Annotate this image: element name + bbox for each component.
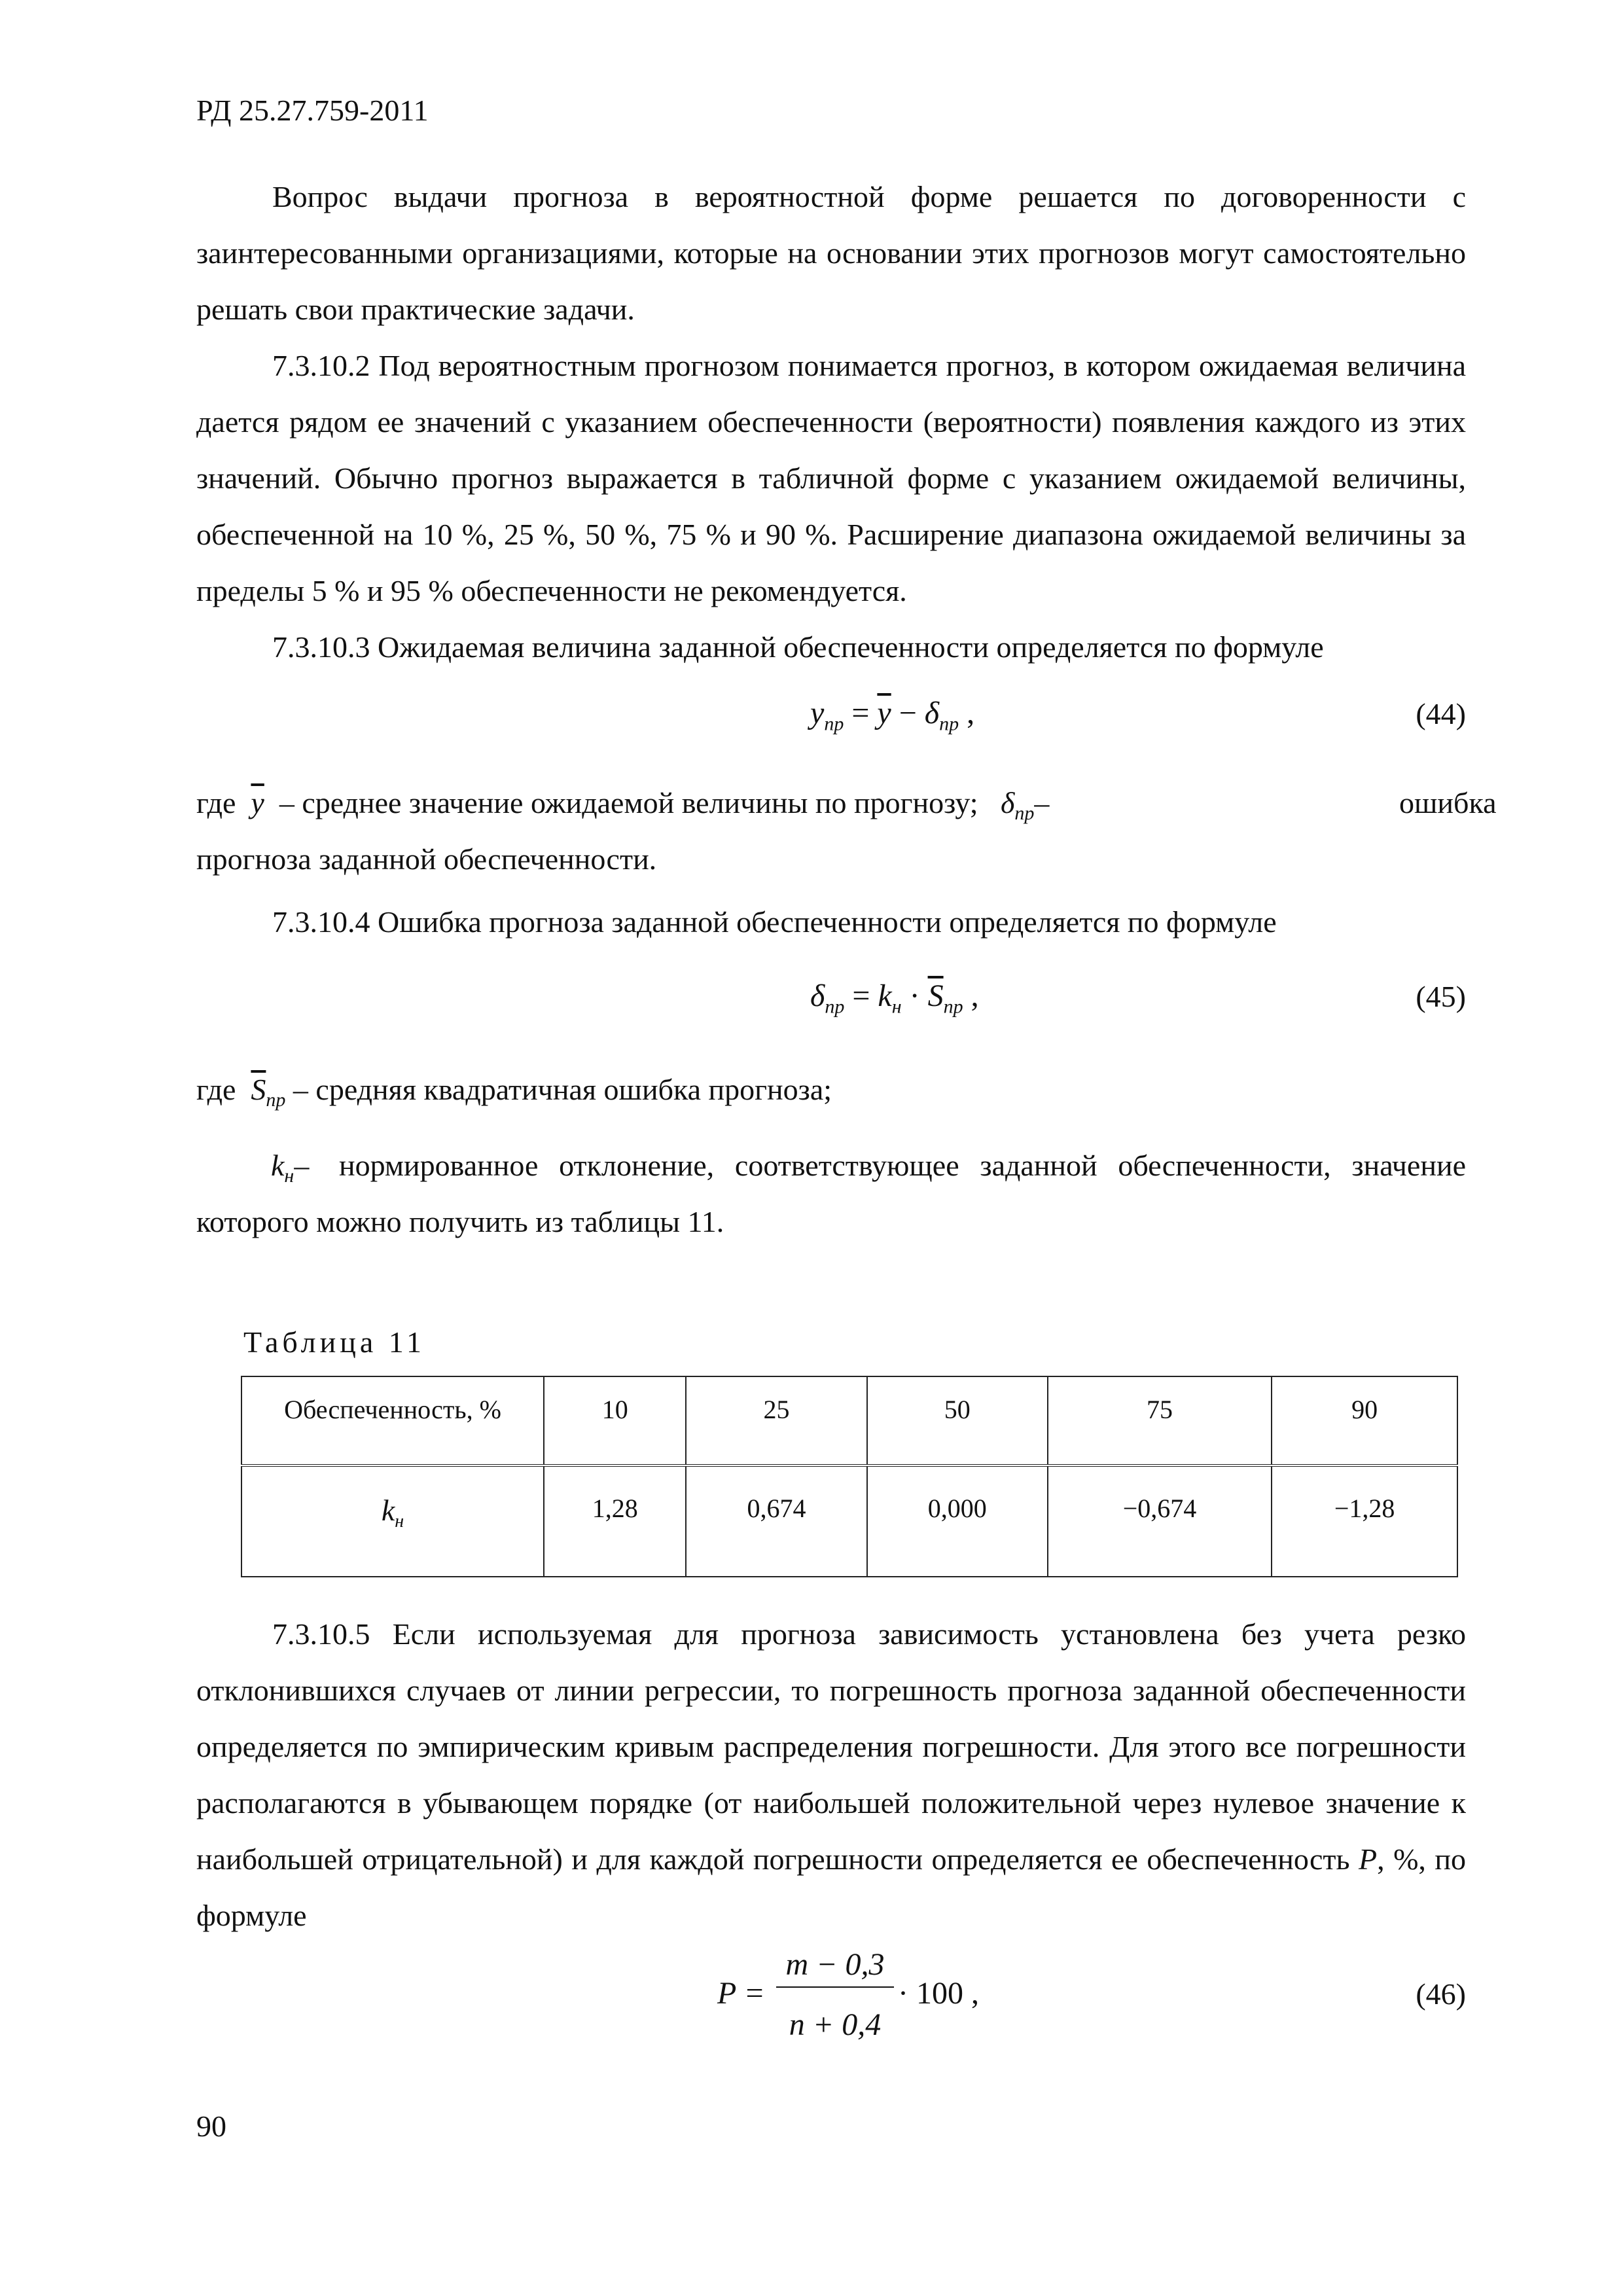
table-cell: −1,28 xyxy=(1272,1465,1457,1577)
paragraph-where-44-cont: ошибка прогноза заданной обеспеченности. xyxy=(196,786,1497,876)
table-row xyxy=(241,1465,1457,1577)
formula-46-lhs: P = xyxy=(717,1976,765,2011)
table-cell: 90 xyxy=(1272,1376,1457,1465)
paragraph-where-44: где $\overline{y}$ – среднее значение ожидаемой величины по прогнозу; $\delta_{пр}-$ xyxy=(196,786,1050,825)
equation-number-44: (44) xyxy=(1416,697,1466,730)
paragraph-7-3-10-3: 7.3.10.3 Ожидаемая величина заданной обеспеченности определяется по формуле xyxy=(272,630,1324,664)
document-code-header: РД 25.27.759-2011 xyxy=(196,94,429,127)
formula-46-denominator: n + 0,4 xyxy=(789,2007,882,2042)
equation-number-45: (45) xyxy=(1416,980,1466,1013)
paragraph-kn-symbol: $k_н-$ xyxy=(271,1149,310,1187)
table-cell: −0,674 xyxy=(1048,1465,1272,1577)
table-row-label: Обеспеченность, % xyxy=(241,1376,544,1465)
table-cell: 0,674 xyxy=(686,1465,866,1577)
paragraph-7-3-10-2: 7.3.10.2 Под вероятностным прогнозом понимается прогноз, в котором ожидаемая величина дается рядом ее значений с указанием обеспеченности (вероятности) появления каждого из этих значений. Обычно прогноз выражается в табличной форме с указанием ожидаемой величины, обеспеченной на 10 %, 25 %, 50 %, 75 % и 90 %. Расширение диапазона ожидаемой величины за пределы 5 % и 95 % обеспеченности не рекомендуется. xyxy=(196,349,1466,607)
table-caption: Таблица 11 xyxy=(243,1325,426,1359)
paragraph-7-3-10-5: 7.3.10.5 Если используемая для прогноза зависимость установлена без учета резко отклонившихся случаев от линии регрессии, то погрешность прогноза заданной обеспеченности определяется по эмпирическим кривым распределения погрешности. Для этого все погрешности располагаются в убывающем порядке (от наибольшей положительной через нулевое значение к наибольшей отрицательной) и для каждой погрешности определяется ее обеспеченность P, %, по формуле xyxy=(196,1617,1467,1932)
paragraph-kn-desc: нормированное отклонение, соответствующее заданной обеспеченности, значение которого можно получить из таблицы 11. xyxy=(196,1149,1466,1238)
formula-45: $\delta_{пр} = k_н \cdot \overline{S}_{пр}$ , xyxy=(810,978,979,1018)
table-cell: 25 xyxy=(686,1376,866,1465)
table-cell: 1,28 xyxy=(544,1465,686,1577)
table-11 xyxy=(241,1376,1458,1577)
equation-number-46: (46) xyxy=(1416,1977,1466,2011)
paragraph-7-3-10-4: 7.3.10.4 Ошибка прогноза заданной обеспеченности определяется по формуле xyxy=(272,905,1277,939)
paragraph-where-45: где $\overline{S}_{пр}$ – средняя квадратичная ошибка прогноза; xyxy=(196,1073,832,1111)
table-row-label: $k_н$ xyxy=(241,1465,544,1577)
paragraph-intro: Вопрос выдачи прогноза в вероятностной форме решается по договоренности с заинтересованными организациями, которые на основании этих прогнозов могут самостоятельно решать свои практические задачи. xyxy=(196,180,1466,326)
formula-44: $y_{пр} = \overline{y} - \delta_{пр}$ , xyxy=(810,696,975,735)
table-cell: 75 xyxy=(1048,1376,1272,1465)
table-row xyxy=(241,1376,1457,1465)
table-cell: 10 xyxy=(544,1376,686,1465)
page-number: 90 xyxy=(196,2109,226,2143)
formula-46-tail: · 100 , xyxy=(898,1976,979,2011)
formula-46-numerator: m − 0,3 xyxy=(776,1946,894,1988)
table-cell: 0,000 xyxy=(867,1465,1048,1577)
table-cell: 50 xyxy=(867,1376,1048,1465)
